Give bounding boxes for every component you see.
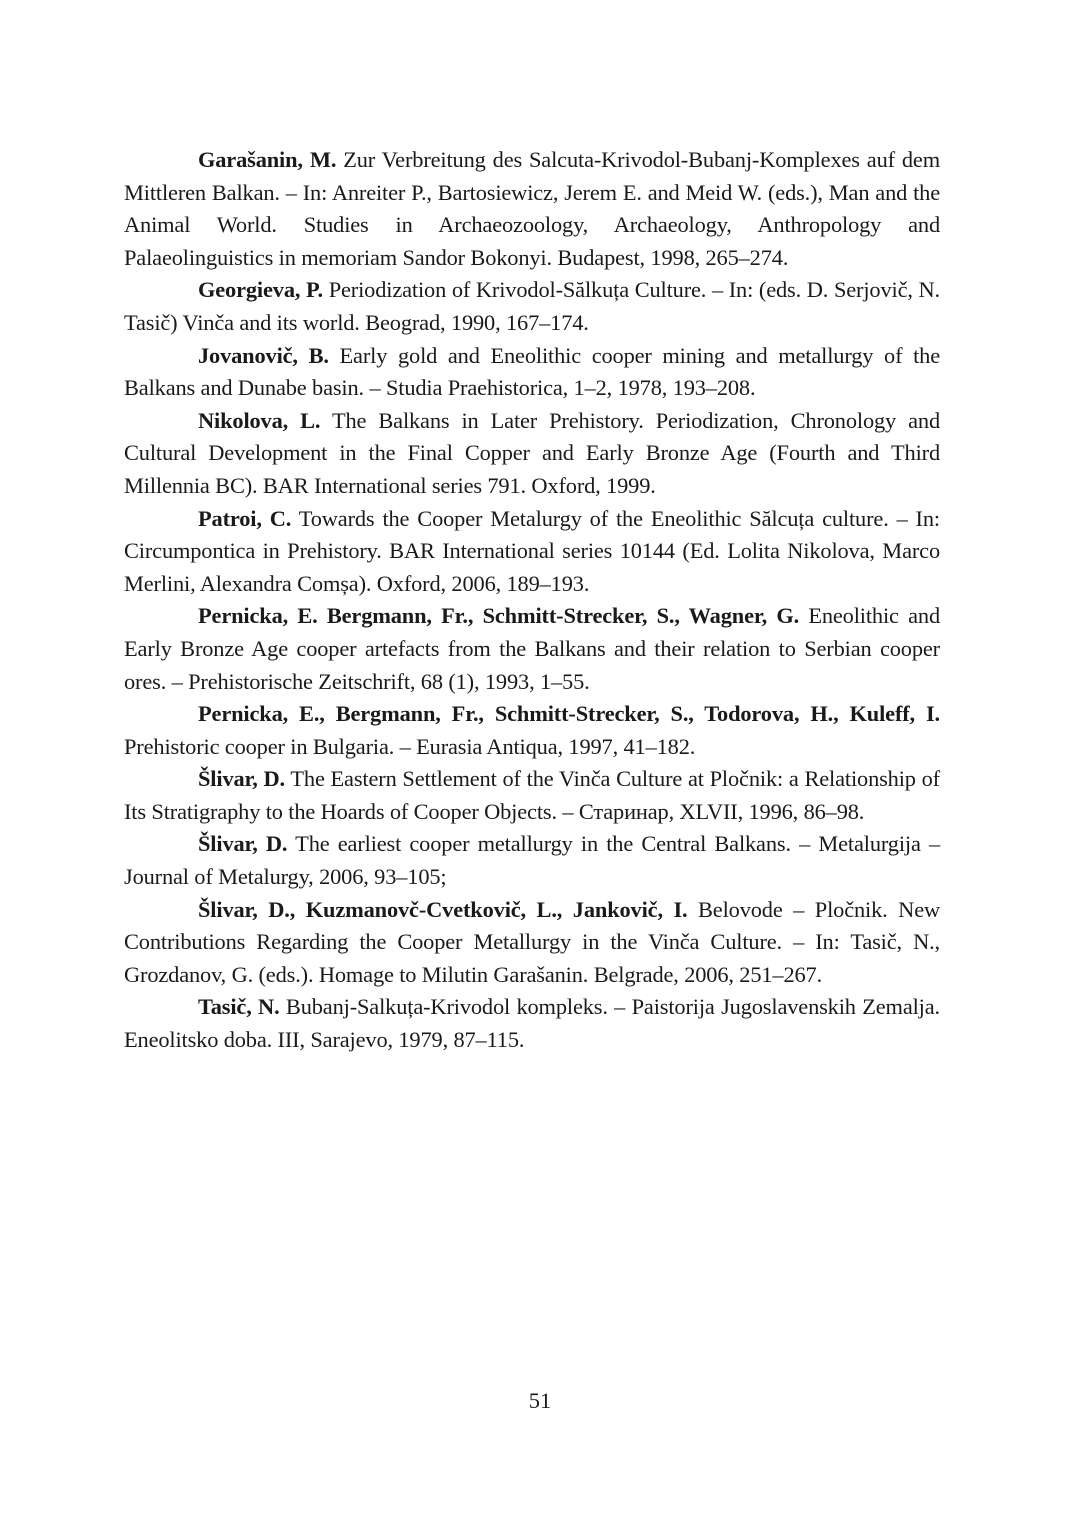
reference-entry — [124, 763, 940, 828]
reference-text: The Eastern Settlement of the Vinča Culture at Pločnik: a Relationship of Its Stratigraphy to the Hoards of Cooper Objects. – Старинар, XLVII, 1996, 86–98. — [124, 766, 940, 824]
reference-entry — [124, 340, 940, 405]
reference-entry — [124, 503, 940, 601]
reference-text: Towards the Cooper Metalurgy of the Eneolithic Sălcuța culture. – In: Circumpontica in Prehistory. BAR International series 10144 (Ed. Lolita Nikolova, Marco Merlini, Alexandra Comșa). Oxford, 2006, 189–193. — [124, 505, 940, 596]
reference-author: Šlivar, D., Kuzmanovč-Cvetkovič, L., Jankovič, I. — [198, 896, 688, 922]
reference-author: Pernicka, E. Bergmann, Fr., Schmitt-Strecker, S., Wagner, G. — [198, 603, 800, 629]
reference-text: Belovode – Pločnik. New Contributions Regarding the Cooper Metallurgy in the Vinča Culture. – In: Tasič, N., Grozdanov, G. (eds.). Homage to Milutin Garašanin. Belgrade, 2006, 251–267. — [124, 896, 941, 987]
reference-author: Georgieva, P. — [198, 277, 323, 303]
reference-entry — [124, 405, 940, 503]
reference-entry — [124, 698, 940, 763]
reference-text: The earliest cooper metallurgy in the Central Balkans. – Metalurgija – Journal of Metalurgy, 2006, 93–105; — [124, 831, 940, 890]
reference-author: Šlivar, D. — [198, 766, 285, 792]
reference-text: Zur Verbreitung des Salcuta-Krivodol-Bubanj-Komplexes auf dem Mittleren Balkan. – In: Anreiter P., Bartosiewicz, Jerem E. and Meid W. (eds.), Man and the Animal World. Studies in Archaeozoology, Archaeology, Anthropology and Palaeolinguistics in memoriam Sandor Bokonyi. Budapest, 1998, 265–274. — [124, 147, 940, 270]
reference-author: Nikolova, L. — [198, 407, 321, 433]
reference-list — [124, 144, 940, 1057]
reference-text: Periodization of Krivodol-Sălkuța Culture. – In: (eds. D. Serjovič, N. Tasič) Vinča and its world. Beograd, 1990, 167–174. — [124, 277, 940, 335]
reference-author: Jovanovič, B. — [198, 342, 329, 368]
reference-text: Early gold and Eneolithic cooper mining and metallurgy of the Balkans and Dunabe basin. – Studia Praehistorica, 1–2, 1978, 193–208. — [124, 342, 940, 401]
reference-author: Garašanin, M. — [198, 147, 344, 172]
reference-entry — [124, 600, 940, 698]
reference-author: Tasič, N. — [198, 994, 280, 1020]
page-number: 51 — [528, 1388, 552, 1413]
reference-author: Pernicka, E., Bergmann, Fr., Schmitt-Strecker, S., Todorova, H., Kuleff, I. — [198, 701, 940, 727]
reference-text: Bubanj-Salkuța-Krivodol kompleks. – Paistorija Jugoslavenskih Zemalja. Eneolitsko doba. III, Sarajevo, 1979, 87–115. — [124, 994, 940, 1053]
reference-entry — [124, 828, 940, 893]
reference-author: Šlivar, D. — [198, 831, 288, 857]
reference-text: The Balkans in Later Prehistory. Periodization, Chronology and Cultural Development in the Final Copper and Early Bronze Age (Fourth and Third Millennia BC). BAR International series 791. Oxford, 1999. — [124, 407, 940, 498]
reference-text: Eneolithic and Early Bronze Age cooper artefacts from the Balkans and their relation to Serbian cooper ores. – Prehistorische Zeitschrift, 68 (1), 1993, 1–55. — [124, 603, 940, 694]
reference-text: Prehistoric cooper in Bulgaria. – Eurasia Antiqua, 1997, 41–182. — [124, 733, 696, 759]
reference-entry — [124, 274, 940, 339]
reference-author: Patroi, C. — [198, 505, 292, 531]
reference-entry — [124, 991, 940, 1056]
reference-entry — [124, 144, 940, 274]
reference-entry — [124, 894, 940, 992]
